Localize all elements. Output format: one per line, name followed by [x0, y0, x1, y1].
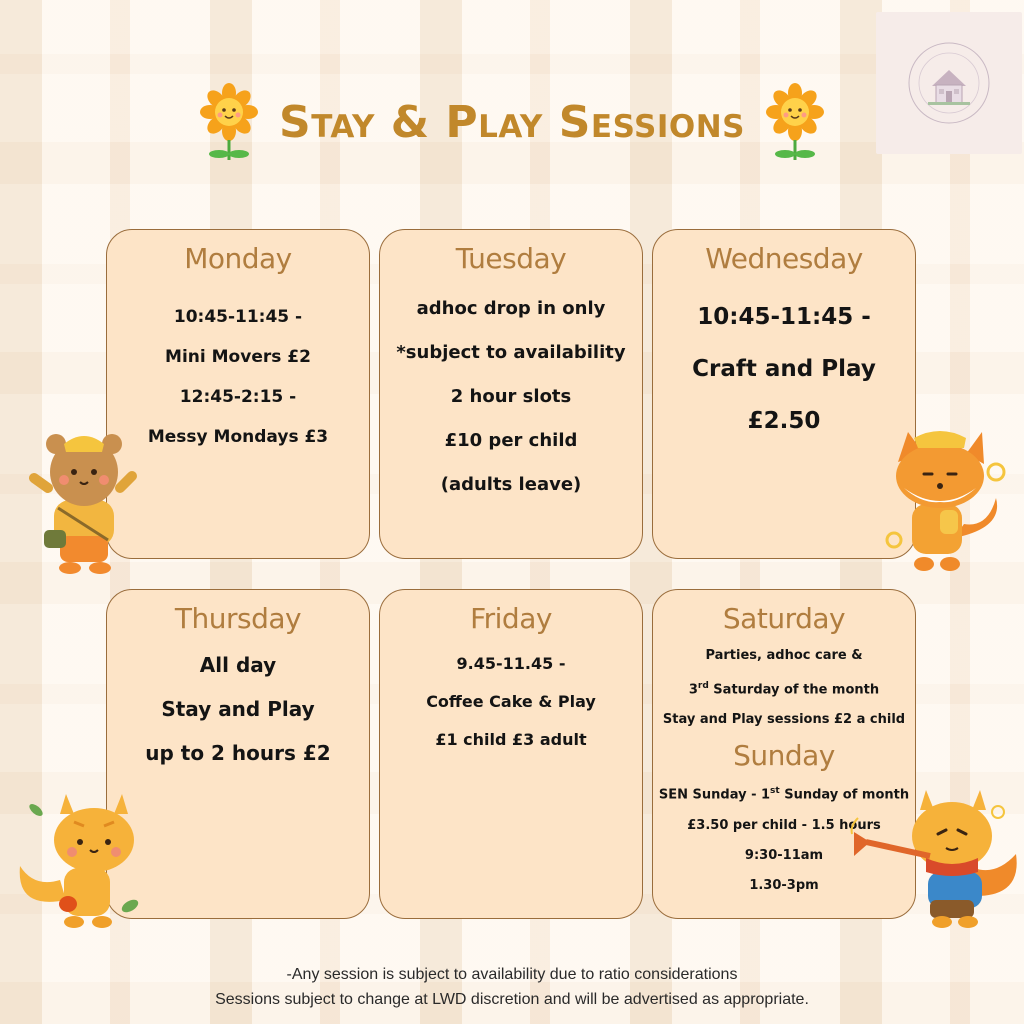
session-line: Mini Movers £2 [165, 347, 311, 367]
house-logo-icon [904, 38, 994, 128]
session-line: £1 child £3 adult [435, 730, 587, 749]
squirrel-trumpet-icon [846, 776, 1022, 930]
footer-note [0, 962, 1024, 1012]
session-line: £10 per child [444, 430, 578, 451]
session-line: *subject to availability [396, 342, 626, 363]
session-line: Stay and Play sessions £2 a child [662, 712, 906, 728]
session-line: 9.45-11.45 - [456, 654, 566, 673]
session-line: All day [199, 653, 277, 677]
session-line: (adults leave) [440, 474, 582, 495]
card-tuesday [379, 229, 643, 559]
footer-line: Sessions subject to change at LWD discretion and will be advertised as appropriate. [215, 991, 809, 1008]
fox-icon [884, 428, 1014, 576]
day-heading: Saturday [722, 602, 846, 635]
session-line: £2.50 [747, 408, 821, 434]
page-title: Stay & Play Sessions [279, 96, 745, 148]
session-line: 10:45-11:45 - [173, 307, 303, 327]
logo [876, 12, 1022, 154]
sunflower-icon [193, 82, 265, 162]
session-line: 1.30-3pm [749, 877, 819, 893]
session-line: Messy Mondays £3 [147, 427, 329, 447]
title-row [180, 82, 844, 162]
session-line: Craft and Play [692, 356, 876, 382]
session-line: SEN Sunday - 1st Sunday of month [658, 786, 910, 803]
session-line: Parties, adhoc care & [705, 648, 863, 663]
session-line: 3rd Saturday of the month [688, 681, 880, 698]
session-line: 12:45-2:15 - [179, 387, 297, 407]
day-heading: Tuesday [455, 242, 567, 275]
day-heading: Wednesday [705, 242, 863, 275]
session-line: 2 hour slots [450, 386, 572, 407]
sunflower-icon [759, 82, 831, 162]
day-heading: Monday [184, 242, 292, 275]
bear-icon [28, 428, 140, 576]
day-heading: Sunday [733, 739, 835, 773]
session-line: 10:45-11:45 - [697, 304, 871, 330]
card-wednesday [652, 229, 916, 559]
card-monday [106, 229, 370, 559]
session-line: Coffee Cake & Play [426, 692, 596, 711]
squirrel-icon [14, 780, 146, 930]
day-heading: Friday [470, 602, 552, 635]
footer-line: -Any session is subject to availability due to ratio considerations [286, 966, 738, 983]
session-line: adhoc drop in only [416, 298, 606, 319]
session-line: £3.50 per child - 1.5 hours [687, 817, 881, 833]
session-line: up to 2 hours £2 [145, 741, 331, 765]
session-line: Stay and Play [161, 697, 315, 721]
card-friday [379, 589, 643, 919]
session-line: 9:30-11am [744, 847, 824, 863]
day-heading: Thursday [174, 602, 302, 635]
